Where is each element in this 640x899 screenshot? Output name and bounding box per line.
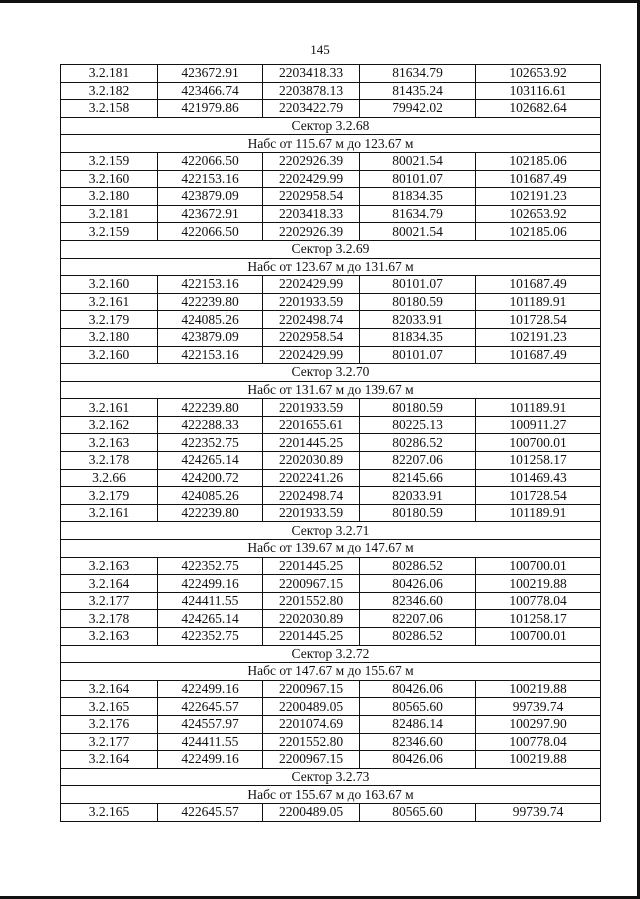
point-id-cell: 3.2.165 <box>61 803 158 821</box>
point-id-cell: 3.2.160 <box>61 346 158 364</box>
sector-heading-row <box>61 768 601 786</box>
coord-x-cell: 423879.09 <box>158 328 263 346</box>
coord-x-cell: 423466.74 <box>158 82 263 100</box>
coord-x-cell: 423672.91 <box>158 65 263 83</box>
coord-x-cell: 422239.80 <box>158 504 263 522</box>
table-row <box>61 680 601 698</box>
coord-x-local-cell: 80286.52 <box>360 434 476 452</box>
coord-y-cell: 2203418.33 <box>263 65 360 83</box>
table-row <box>61 575 601 593</box>
table-row <box>61 469 601 487</box>
coord-y-local-cell: 100778.04 <box>476 592 601 610</box>
coord-x-cell: 424557.97 <box>158 715 263 733</box>
coord-x-local-cell: 80180.59 <box>360 399 476 417</box>
coord-x-local-cell: 82486.14 <box>360 715 476 733</box>
coord-x-local-cell: 81634.79 <box>360 65 476 83</box>
coord-y-cell: 2201074.69 <box>263 715 360 733</box>
table-row <box>61 416 601 434</box>
coord-x-local-cell: 80286.52 <box>360 557 476 575</box>
table-row <box>61 65 601 83</box>
coord-x-cell: 422288.33 <box>158 416 263 434</box>
coord-y-cell: 2202958.54 <box>263 188 360 206</box>
coord-y-cell: 2201552.80 <box>263 592 360 610</box>
coordinates-table-body <box>61 65 601 822</box>
coord-x-cell: 422645.57 <box>158 698 263 716</box>
coord-y-cell: 2201445.25 <box>263 434 360 452</box>
table-row <box>61 452 601 470</box>
point-id-cell: 3.2.181 <box>61 205 158 223</box>
coord-x-cell: 424265.14 <box>158 452 263 470</box>
coord-y-cell: 2201655.61 <box>263 416 360 434</box>
coord-y-local-cell: 101728.54 <box>476 311 601 329</box>
sector-heading: Сектор 3.2.73 <box>61 768 601 786</box>
coord-y-cell: 2200967.15 <box>263 575 360 593</box>
coord-x-cell: 422153.16 <box>158 170 263 188</box>
coord-y-local-cell: 101189.91 <box>476 504 601 522</box>
point-id-cell: 3.2.161 <box>61 504 158 522</box>
coord-x-cell: 424411.55 <box>158 592 263 610</box>
coord-y-cell: 2202030.89 <box>263 452 360 470</box>
point-id-cell: 3.2.164 <box>61 575 158 593</box>
coord-y-cell: 2201445.25 <box>263 557 360 575</box>
coord-x-local-cell: 82346.60 <box>360 733 476 751</box>
point-id-cell: 3.2.164 <box>61 751 158 769</box>
point-id-cell: 3.2.158 <box>61 100 158 118</box>
point-id-cell: 3.2.164 <box>61 680 158 698</box>
sector-heading: Сектор 3.2.72 <box>61 645 601 663</box>
coord-y-local-cell: 102191.23 <box>476 328 601 346</box>
coord-y-local-cell: 102185.06 <box>476 152 601 170</box>
point-id-cell: 3.2.181 <box>61 65 158 83</box>
table-row <box>61 628 601 646</box>
coord-x-cell: 421979.86 <box>158 100 263 118</box>
coord-x-cell: 422066.50 <box>158 152 263 170</box>
coord-x-cell: 422153.16 <box>158 346 263 364</box>
coord-y-local-cell: 102191.23 <box>476 188 601 206</box>
coord-x-cell: 424085.26 <box>158 311 263 329</box>
sector-heading: Набс от 131.67 м до 139.67 м <box>61 381 601 399</box>
sector-heading-row <box>61 381 601 399</box>
coord-y-local-cell: 101687.49 <box>476 346 601 364</box>
table-row <box>61 803 601 821</box>
sector-heading: Сектор 3.2.71 <box>61 522 601 540</box>
table-row <box>61 715 601 733</box>
coord-x-local-cell: 81435.24 <box>360 82 476 100</box>
coord-x-cell: 424411.55 <box>158 733 263 751</box>
coord-y-local-cell: 100219.88 <box>476 751 601 769</box>
sector-heading-row <box>61 786 601 804</box>
page-number: 145 <box>310 42 330 57</box>
coord-x-local-cell: 80565.60 <box>360 698 476 716</box>
coord-x-cell: 422239.80 <box>158 293 263 311</box>
table-row <box>61 610 601 628</box>
table-row <box>61 82 601 100</box>
coord-y-cell: 2201552.80 <box>263 733 360 751</box>
coord-y-cell: 2200489.05 <box>263 698 360 716</box>
coord-x-local-cell: 80286.52 <box>360 628 476 646</box>
coord-y-local-cell: 101189.91 <box>476 293 601 311</box>
coord-y-local-cell: 102653.92 <box>476 65 601 83</box>
point-id-cell: 3.2.160 <box>61 170 158 188</box>
coord-y-cell: 2200967.15 <box>263 751 360 769</box>
table-row <box>61 223 601 241</box>
coord-y-local-cell: 100219.88 <box>476 575 601 593</box>
table-row <box>61 170 601 188</box>
coord-y-cell: 2201445.25 <box>263 628 360 646</box>
coord-x-cell: 422066.50 <box>158 223 263 241</box>
coord-x-local-cell: 80426.06 <box>360 751 476 769</box>
coordinates-table-wrapper <box>60 64 600 822</box>
coord-y-local-cell: 103116.61 <box>476 82 601 100</box>
sector-heading-row <box>61 364 601 382</box>
coord-y-cell: 2202429.99 <box>263 346 360 364</box>
coord-x-local-cell: 81834.35 <box>360 188 476 206</box>
coord-x-cell: 424200.72 <box>158 469 263 487</box>
coord-y-cell: 2203418.33 <box>263 205 360 223</box>
coord-y-cell: 2202429.99 <box>263 276 360 294</box>
coord-y-cell: 2202030.89 <box>263 610 360 628</box>
table-row <box>61 434 601 452</box>
table-row <box>61 733 601 751</box>
table-row <box>61 399 601 417</box>
coord-y-cell: 2203422.79 <box>263 100 360 118</box>
coord-x-local-cell: 82033.91 <box>360 311 476 329</box>
table-row <box>61 698 601 716</box>
sector-heading-row <box>61 117 601 135</box>
sector-heading: Сектор 3.2.69 <box>61 240 601 258</box>
coordinates-table <box>60 64 601 822</box>
coord-y-cell: 2202429.99 <box>263 170 360 188</box>
coord-x-cell: 422499.16 <box>158 751 263 769</box>
coord-y-local-cell: 101258.17 <box>476 610 601 628</box>
sector-heading-row <box>61 522 601 540</box>
coord-x-cell: 423879.09 <box>158 188 263 206</box>
coord-x-local-cell: 82033.91 <box>360 487 476 505</box>
table-row <box>61 487 601 505</box>
coord-x-cell: 423672.91 <box>158 205 263 223</box>
coord-y-local-cell: 100297.90 <box>476 715 601 733</box>
table-row <box>61 328 601 346</box>
point-id-cell: 3.2.176 <box>61 715 158 733</box>
point-id-cell: 3.2.182 <box>61 82 158 100</box>
sector-heading: Сектор 3.2.70 <box>61 364 601 382</box>
coord-y-local-cell: 101728.54 <box>476 487 601 505</box>
point-id-cell: 3.2.161 <box>61 399 158 417</box>
sector-heading-row <box>61 540 601 558</box>
sector-heading-row <box>61 258 601 276</box>
top-edge-line <box>0 0 640 3</box>
table-row <box>61 557 601 575</box>
table-row <box>61 100 601 118</box>
coord-y-local-cell: 99739.74 <box>476 803 601 821</box>
sector-heading-row <box>61 135 601 153</box>
point-id-cell: 3.2.180 <box>61 188 158 206</box>
coord-y-cell: 2202498.74 <box>263 311 360 329</box>
table-row <box>61 293 601 311</box>
coord-x-local-cell: 80101.07 <box>360 170 476 188</box>
point-id-cell: 3.2.163 <box>61 434 158 452</box>
coord-y-cell: 2202958.54 <box>263 328 360 346</box>
sector-heading-row <box>61 240 601 258</box>
coord-y-local-cell: 100700.01 <box>476 628 601 646</box>
coord-x-local-cell: 80426.06 <box>360 680 476 698</box>
table-row <box>61 276 601 294</box>
coord-x-local-cell: 80101.07 <box>360 346 476 364</box>
point-id-cell: 3.2.177 <box>61 733 158 751</box>
table-row <box>61 751 601 769</box>
coord-x-local-cell: 81634.79 <box>360 205 476 223</box>
sector-heading: Набс от 155.67 м до 163.67 м <box>61 786 601 804</box>
coord-x-local-cell: 80180.59 <box>360 504 476 522</box>
coord-x-local-cell: 82207.06 <box>360 452 476 470</box>
coord-x-cell: 422239.80 <box>158 399 263 417</box>
coord-y-local-cell: 100219.88 <box>476 680 601 698</box>
point-id-cell: 3.2.178 <box>61 610 158 628</box>
point-id-cell: 3.2.165 <box>61 698 158 716</box>
coord-x-local-cell: 80021.54 <box>360 152 476 170</box>
coord-x-local-cell: 82145.66 <box>360 469 476 487</box>
point-id-cell: 3.2.159 <box>61 223 158 241</box>
table-row <box>61 311 601 329</box>
point-id-cell: 3.2.161 <box>61 293 158 311</box>
coord-x-local-cell: 79942.02 <box>360 100 476 118</box>
point-id-cell: 3.2.160 <box>61 276 158 294</box>
coord-y-cell: 2201933.59 <box>263 293 360 311</box>
coord-x-cell: 424265.14 <box>158 610 263 628</box>
table-row <box>61 592 601 610</box>
point-id-cell: 3.2.177 <box>61 592 158 610</box>
table-row <box>61 504 601 522</box>
coord-y-local-cell: 100778.04 <box>476 733 601 751</box>
coord-y-local-cell: 101687.49 <box>476 276 601 294</box>
coord-x-local-cell: 82346.60 <box>360 592 476 610</box>
coord-x-cell: 422352.75 <box>158 628 263 646</box>
point-id-cell: 3.2.179 <box>61 311 158 329</box>
coord-x-local-cell: 80180.59 <box>360 293 476 311</box>
coord-y-cell: 2202926.39 <box>263 152 360 170</box>
coord-y-local-cell: 102682.64 <box>476 100 601 118</box>
table-row <box>61 205 601 223</box>
coord-y-local-cell: 101687.49 <box>476 170 601 188</box>
table-row <box>61 152 601 170</box>
point-id-cell: 3.2.159 <box>61 152 158 170</box>
coord-y-cell: 2202498.74 <box>263 487 360 505</box>
coord-y-local-cell: 102653.92 <box>476 205 601 223</box>
coord-y-local-cell: 100700.01 <box>476 557 601 575</box>
coord-y-local-cell: 100700.01 <box>476 434 601 452</box>
point-id-cell: 3.2.179 <box>61 487 158 505</box>
point-id-cell: 3.2.163 <box>61 557 158 575</box>
sector-heading: Набс от 123.67 м до 131.67 м <box>61 258 601 276</box>
coord-x-local-cell: 80225.13 <box>360 416 476 434</box>
coord-y-cell: 2201933.59 <box>263 504 360 522</box>
coord-x-local-cell: 80565.60 <box>360 803 476 821</box>
sector-heading: Набс от 139.67 м до 147.67 м <box>61 540 601 558</box>
table-row <box>61 188 601 206</box>
point-id-cell: 3.2.178 <box>61 452 158 470</box>
coord-x-local-cell: 80101.07 <box>360 276 476 294</box>
coord-y-local-cell: 102185.06 <box>476 223 601 241</box>
coord-y-local-cell: 101469.43 <box>476 469 601 487</box>
coord-y-local-cell: 101189.91 <box>476 399 601 417</box>
coord-x-local-cell: 80021.54 <box>360 223 476 241</box>
coord-y-cell: 2200967.15 <box>263 680 360 698</box>
coord-x-cell: 422352.75 <box>158 434 263 452</box>
coord-y-cell: 2202926.39 <box>263 223 360 241</box>
coord-y-local-cell: 101258.17 <box>476 452 601 470</box>
coord-x-local-cell: 82207.06 <box>360 610 476 628</box>
sector-heading-row <box>61 645 601 663</box>
coord-y-cell: 2203878.13 <box>263 82 360 100</box>
point-id-cell: 3.2.66 <box>61 469 158 487</box>
coord-y-local-cell: 99739.74 <box>476 698 601 716</box>
point-id-cell: 3.2.163 <box>61 628 158 646</box>
coord-x-local-cell: 80426.06 <box>360 575 476 593</box>
coord-x-cell: 422352.75 <box>158 557 263 575</box>
coord-x-cell: 422499.16 <box>158 680 263 698</box>
coord-x-cell: 424085.26 <box>158 487 263 505</box>
sector-heading: Сектор 3.2.68 <box>61 117 601 135</box>
coord-x-local-cell: 81834.35 <box>360 328 476 346</box>
coord-y-cell: 2202241.26 <box>263 469 360 487</box>
coord-y-cell: 2200489.05 <box>263 803 360 821</box>
coord-y-cell: 2201933.59 <box>263 399 360 417</box>
coord-x-cell: 422499.16 <box>158 575 263 593</box>
coord-x-cell: 422153.16 <box>158 276 263 294</box>
coord-x-cell: 422645.57 <box>158 803 263 821</box>
coord-y-local-cell: 100911.27 <box>476 416 601 434</box>
point-id-cell: 3.2.162 <box>61 416 158 434</box>
sector-heading: Набс от 147.67 м до 155.67 м <box>61 663 601 681</box>
sector-heading: Набс от 115.67 м до 123.67 м <box>61 135 601 153</box>
point-id-cell: 3.2.180 <box>61 328 158 346</box>
table-row <box>61 346 601 364</box>
sector-heading-row <box>61 663 601 681</box>
